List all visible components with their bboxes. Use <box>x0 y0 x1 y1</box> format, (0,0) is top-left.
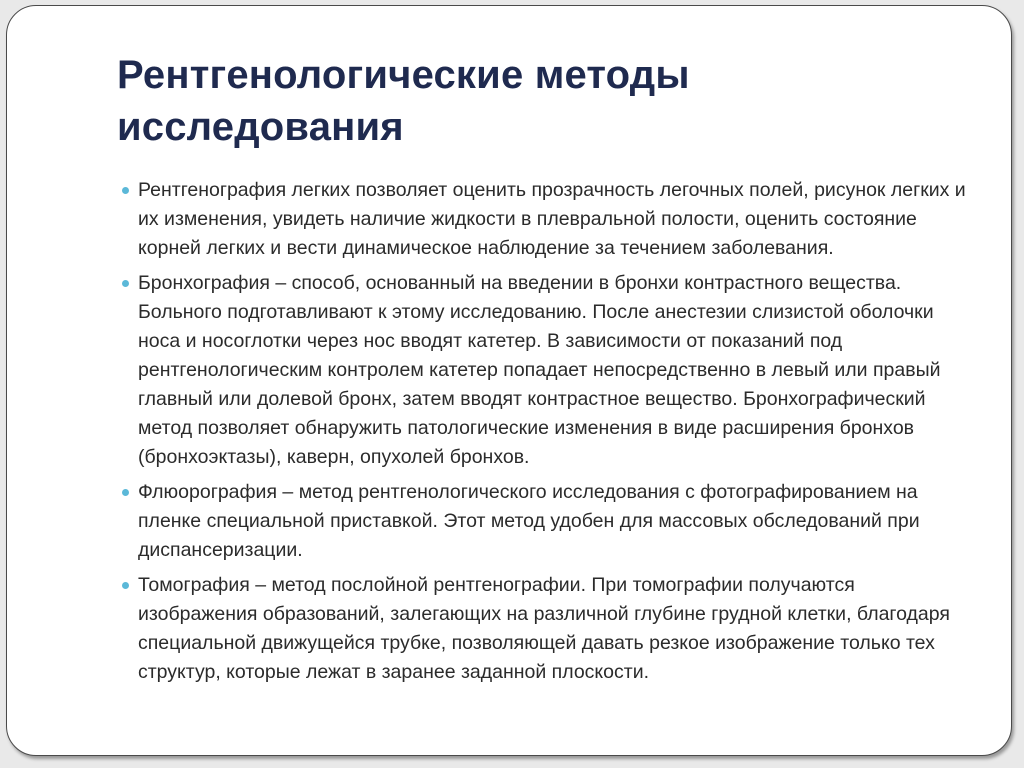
bullet-dot-icon <box>122 582 129 589</box>
bullet-text: Томография – метод послойной рентгенографии. При томографии получаются изображения образований, залегающих на различной глубине грудной клетки, благодаря специальной движущейся трубке, позволяющей давать резкое изображение только тех структур, которые лежат в заранее заданной плоскости. <box>138 574 950 683</box>
bullet-item-bronchography <box>117 269 977 472</box>
slide-title: Рентгенологические методы исследования <box>117 53 690 149</box>
slide <box>6 5 1012 756</box>
bullet-item-radiography <box>117 176 977 263</box>
bullet-text: Рентгенография легких позволяет оценить прозрачность легочных полей, рисунок легких и их изменения, увидеть наличие жидкости в плевральной полости, оценить состояние корней легких и вести динамическое наблюдение за течением заболевания. <box>138 179 966 259</box>
bullet-text: Бронхография – способ, основанный на введении в бронхи контрастного вещества. Больного подготавливают к этому исследованию. После анестезии слизистой оболочки носа и носоглотки через нос вводят катетер. В зависимости от показаний под рентгенологическим контролем катетер попадает непосредственно в левый или правый главный или долевой бронх, затем вводят контрастное вещество. Бронхографический метод позволяет обнаружить патологические изменения в виде расширения бронхов (бронхоэктазы), каверн, опухолей бронхов. <box>138 272 941 468</box>
bullet-dot-icon <box>122 187 129 194</box>
bullet-dot-icon <box>122 489 129 496</box>
bullet-text: Флюорография – метод рентгенологического исследования с фотографированием на пленке специальной приставкой. Этот метод удобен для массовых обследований при диспансеризации. <box>138 481 920 561</box>
bullet-list <box>117 176 977 693</box>
bullet-item-fluorography <box>117 478 977 565</box>
bullet-item-tomography <box>117 571 977 687</box>
bullet-dot-icon <box>122 280 129 287</box>
